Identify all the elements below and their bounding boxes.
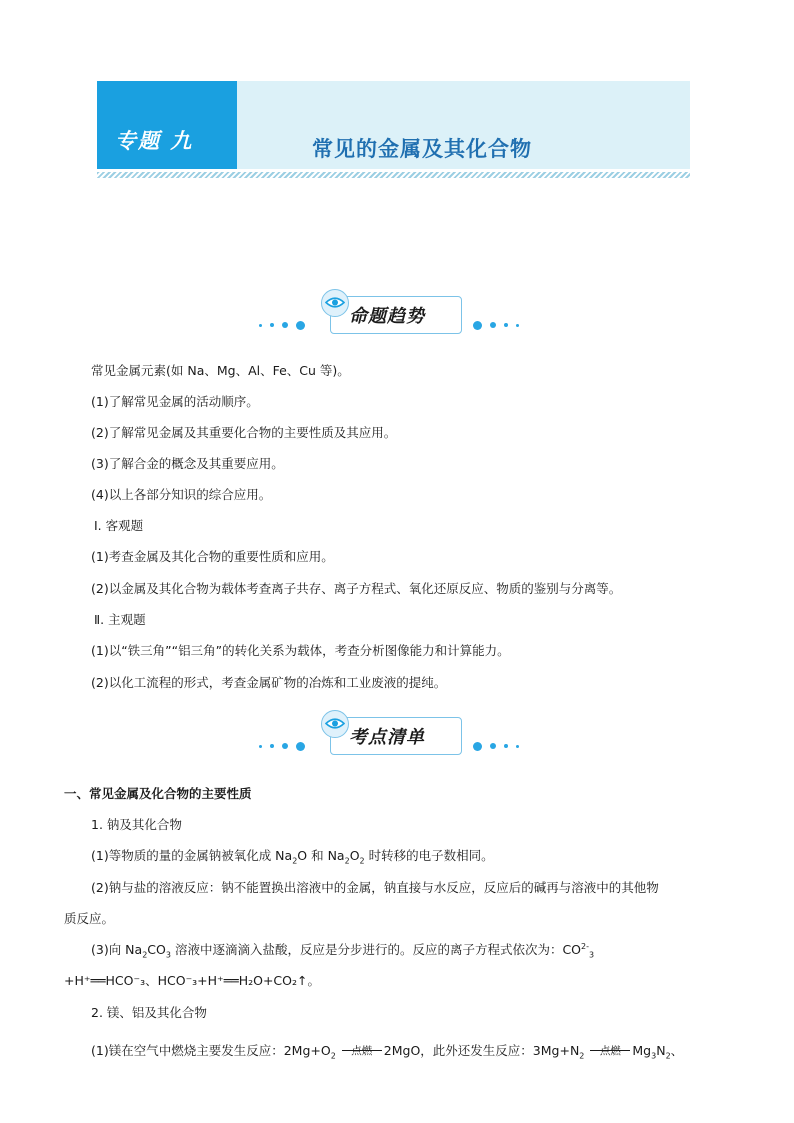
subsection-sodium: 1. 钠及其化合物: [91, 817, 182, 832]
subjective-item-1: (1)以“铁三角”“铝三角”的转化关系为载体，考查分析图像能力和计算能力。: [91, 643, 510, 658]
reaction-condition: 点燃: [340, 1054, 384, 1055]
chapter-banner: [97, 81, 690, 169]
objective-item-1: (1)考查金属及其化合物的重要性质和应用。: [91, 549, 334, 564]
trend-req-3: (3)了解合金的概念及其重要应用。: [91, 456, 284, 471]
banner-stripe: [97, 172, 690, 178]
dots-left: [259, 320, 305, 330]
badge-label: 命题趋势: [349, 306, 425, 327]
badge-box: [330, 717, 462, 755]
dots-left: [259, 741, 305, 751]
subsection-magnesium-aluminum: 2. 镁、铝及其化合物: [91, 1005, 207, 1020]
trend-req-4: (4)以上各部分知识的综合应用。: [91, 487, 272, 502]
section-badge-trend: [255, 296, 555, 336]
sodium-point-2-line2: 质反应。: [64, 911, 115, 926]
chapter-title: 常见的金属及其化合物: [312, 136, 532, 161]
ionic-equations: +H⁺══HCO⁻₃、HCO⁻₃+H⁺══H₂O+CO₂↑。: [64, 973, 320, 988]
dots-right: [473, 320, 519, 330]
sodium-point-2-line1: (2)钠与盐的溶液反应：钠不能置换出溶液中的金属，钠直接与水反应，反应后的碱再与溶液中的其他物: [91, 880, 659, 895]
subjective-heading: Ⅱ. 主观题: [94, 612, 146, 627]
trend-req-2: (2)了解常见金属及其重要化合物的主要性质及其应用。: [91, 425, 397, 440]
objective-heading: Ⅰ. 客观题: [94, 518, 144, 533]
sodium-point-1: (1)等物质的量的金属钠被氧化成 $Na_2O$ 和 $Na_2O_2$ 时转移的电子数相同。: [91, 848, 494, 866]
badge-label: 考点清单: [349, 727, 425, 748]
section-badge-checklist: [255, 717, 555, 757]
chapter-tag: 专题 九: [115, 128, 194, 153]
objective-item-2: (2)以金属及其化合物为载体考查离子共存、离子方程式、氧化还原反应、物质的鉴别与分离等。: [91, 581, 622, 596]
chapter-tag-block: [97, 81, 237, 169]
trend-req-1: (1)了解常见金属的活动顺序。: [91, 394, 259, 409]
reaction-condition: 点燃: [588, 1054, 632, 1055]
dots-right: [473, 741, 519, 751]
eye-icon: [321, 289, 349, 317]
badge-box: [330, 296, 462, 334]
trend-intro: 常见金属元素(如 Na、Mg、Al、Fe、Cu 等)。: [91, 363, 350, 378]
section-title: 一、常见金属及化合物的主要性质: [64, 786, 252, 801]
subjective-item-2: (2)以化工流程的形式，考查金属矿物的冶炼和工业废液的提纯。: [91, 675, 447, 690]
magnesium-point-1: (1)镁在空气中燃烧主要发生反应：$2Mg+O_2$ 点燃 2MgO，此外还发生反应：$3Mg+N_2$ 点燃 $Mg_3N_2$、: [91, 1043, 684, 1061]
eye-icon: [321, 710, 349, 738]
sodium-point-3: (3)向 $Na_2CO_3$ 溶液中逐滴滴入盐酸，反应是分步进行的。反应的离子方程式依次为：$CO^{2-}_3$: [91, 941, 595, 960]
